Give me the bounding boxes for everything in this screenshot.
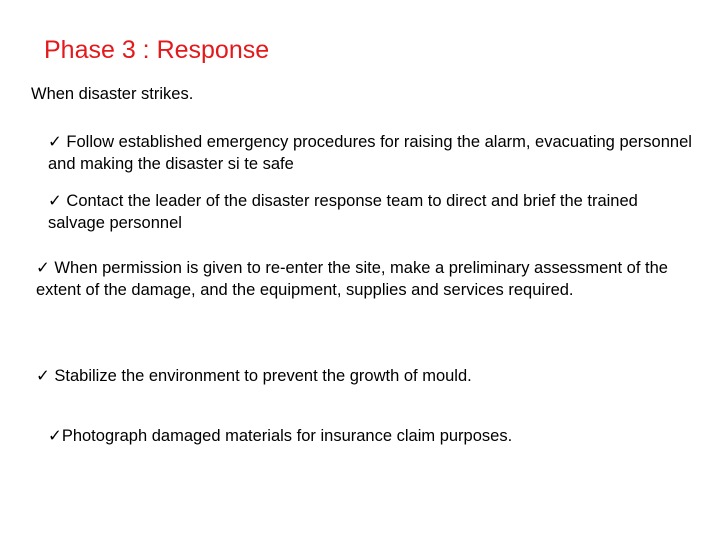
bullet-item-4-text: Stabilize the environment to prevent the growth of mould. [49,367,472,385]
bullet-item-4 [36,365,696,387]
checkmark-icon: ✓ [36,367,50,385]
checkmark-icon: ✓ [48,192,62,210]
bullet-item-2 [48,190,688,234]
bullet-item-2-text: Contact the leader of the disaster response team to direct and brief the trained salvage personnel [48,192,638,232]
checkmark-icon: ✓ [48,427,62,445]
bullet-item-1 [48,131,708,175]
slide-subtitle: When disaster strikes. [31,85,194,103]
bullet-item-5 [48,425,708,447]
checkmark-icon: ✓ [36,259,50,277]
bullet-item-5-text: Photograph damaged materials for insurance claim purposes. [61,427,513,445]
checkmark-icon: ✓ [48,133,62,151]
bullet-item-3-text: When permission is given to re-enter the site, make a preliminary assessment of the extent of the damage, and the equipment, supplies and services required. [36,259,668,299]
bullet-item-3 [36,257,676,301]
bullet-item-1-text: Follow established emergency procedures for raising the alarm, evacuating personnel and making the disaster si te safe [48,133,692,173]
slide-title: Phase 3 : Response [44,36,270,64]
